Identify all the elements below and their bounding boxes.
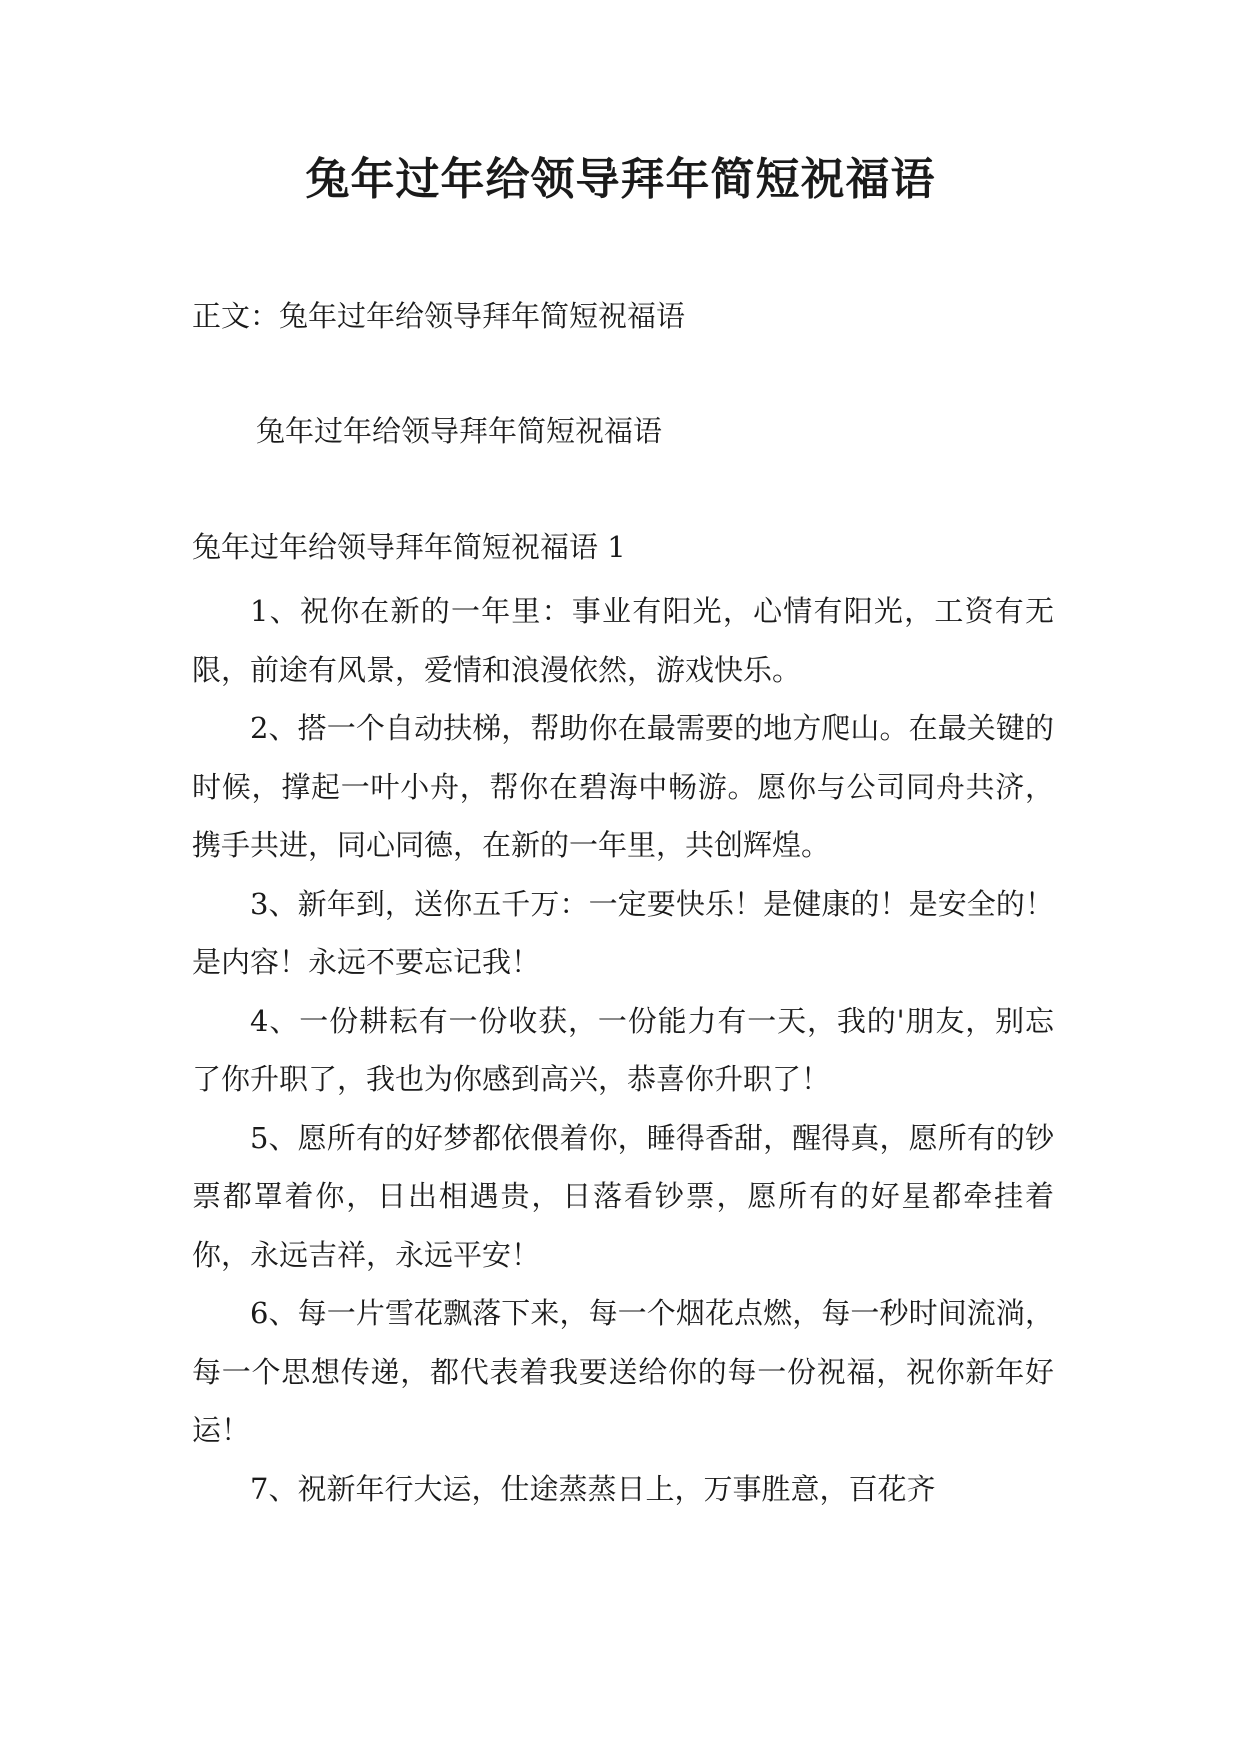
document-title: 兔年过年给领导拜年简短祝福语 xyxy=(305,154,936,205)
body-label-line: 正文：兔年过年给领导拜年简短祝福语 xyxy=(192,299,686,333)
blessing-paragraph-3: 3、新年到，送你五千万：一定要快乐！是健康的！是安全的！是内容！永远不要忘记我！ xyxy=(192,886,1054,979)
blessing-paragraph-7: 7、祝新年行大运，仕途蒸蒸日上，万事胜意，百花齐 xyxy=(250,1471,936,1506)
blessing-paragraph-5: 5、愿所有的好梦都依偎着你，睡得香甜，醒得真，愿所有的钞票都罩着你，日出相遇贵，日落看钞票，愿所有的好星都牵挂着你，永远吉祥，永远平安！ xyxy=(192,1120,1054,1272)
section-heading: 兔年过年给领导拜年简短祝福语 1 xyxy=(192,530,626,564)
blessing-paragraph-6: 6、每一片雪花飘落下来，每一个烟花点燃，每一秒时间流淌，每一个思想传递，都代表着我要送给你的每一份祝福，祝你新年好运！ xyxy=(192,1296,1054,1447)
document-subtitle: 兔年过年给领导拜年简短祝福语 xyxy=(256,414,663,448)
blessing-paragraph-2: 2、搭一个自动扶梯，帮助你在最需要的地方爬山。在最关键的时候，撑起一叶小舟，帮你在碧海中畅游。愿你与公司同舟共济，携手共进，同心同德，在新的一年里，共创辉煌。 xyxy=(192,711,1054,862)
blessing-paragraph-4: 4、一份耕耘有一份收获，一份能力有一天，我的'朋友，别忘了你升职了，我也为你感到高兴，恭喜你升职了！ xyxy=(192,1003,1054,1096)
blessing-paragraph-1: 1、祝你在新的一年里：事业有阳光，心情有阳光，工资有无限，前途有风景，爱情和浪漫依然，游戏快乐。 xyxy=(192,594,1054,687)
blessing-list xyxy=(192,582,1054,1518)
